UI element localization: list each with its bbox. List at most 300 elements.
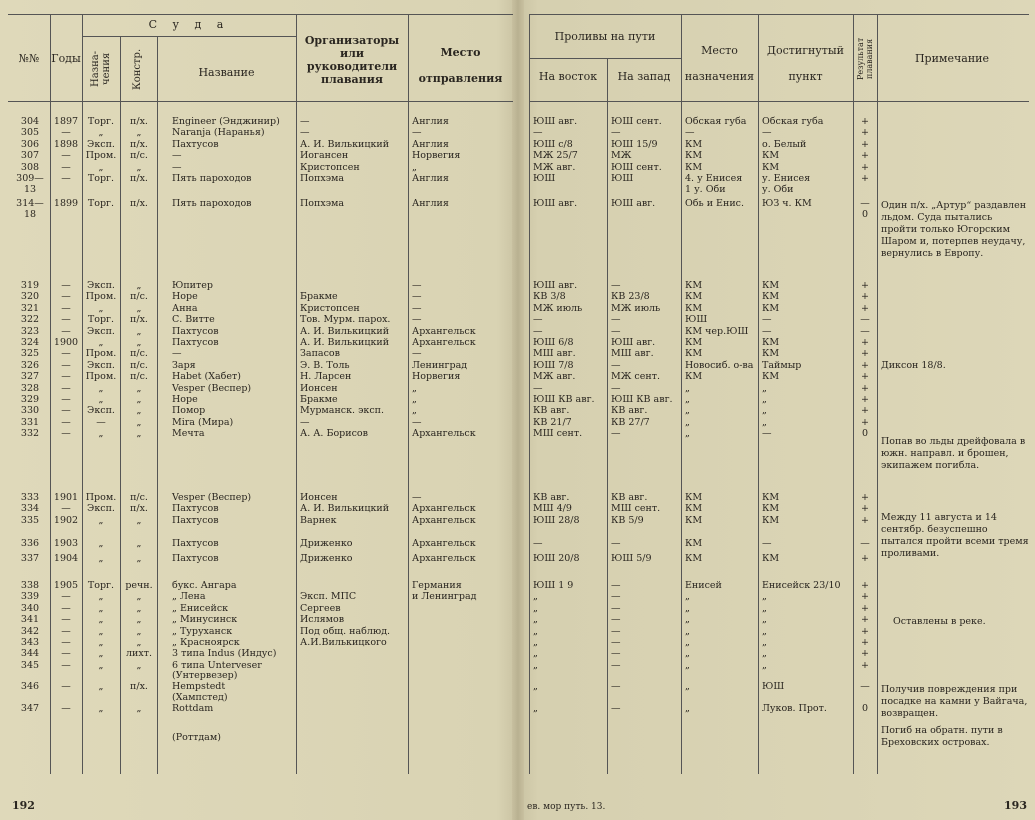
table-cell-dst: „ — [685, 625, 690, 637]
table-cell-dst: ЮШ — [685, 314, 708, 326]
table-cell-w: ЮШ КВ авг. — [611, 394, 673, 405]
table-cell-e: МШ авг. — [533, 348, 576, 360]
table-cell-n: 329 — [20, 394, 40, 405]
table-cell-e: „ — [533, 703, 538, 715]
table-cell-p: Эксп. — [87, 138, 115, 150]
table-cell-org: А. И. Вилькицкий — [300, 337, 390, 348]
table-cell-r: + — [861, 503, 869, 515]
remark-text: Попав во льды дрейфовала в южн. направл. и брошен, экипажем погибла. — [881, 436, 1026, 471]
table-cell-rch: „ — [762, 648, 767, 660]
table-cell-p: Торг. — [87, 198, 115, 209]
table-cell-r: + — [861, 648, 869, 660]
table-cell-dst: КМ — [685, 302, 703, 314]
table-cell-rch: Таймыр — [762, 359, 802, 371]
table-cell-y: — — [61, 150, 71, 162]
table-cell-n: 345 — [20, 659, 40, 671]
table-cell-r: + — [861, 359, 869, 371]
table-cell-name: — — [172, 150, 182, 162]
table-cell-w: — — [611, 614, 621, 626]
table-cell-w: — — [611, 602, 621, 614]
table-cell-dst: КМ — [685, 538, 703, 549]
table-cell-rch: — — [762, 325, 772, 337]
table-cell-p: „ — [98, 394, 104, 405]
table-row — [523, 337, 1035, 348]
table-cell-r: + — [861, 614, 869, 626]
table-cell-e: МЖ 25/7 — [533, 150, 578, 162]
table-cell-y: 1903 — [53, 538, 79, 549]
table-cell-rch: „ — [762, 382, 767, 394]
table-cell-y: — — [61, 280, 71, 291]
table-cell-k: п/х. — [130, 198, 148, 209]
table-cell-rch: КМ — [762, 348, 780, 360]
table-cell-r: + — [861, 337, 869, 348]
header-years: Годы — [51, 52, 81, 65]
table-cell-r: + — [861, 625, 869, 637]
table-cell-dst: Обская губа — [685, 116, 747, 127]
ships-group-rule — [82, 36, 296, 37]
table-cell-name: Пахтусов — [172, 138, 219, 150]
table-row — [0, 209, 515, 220]
table-cell-org: — — [300, 127, 310, 139]
table-cell-p: „ — [98, 127, 104, 139]
table-cell-e: КВ 3/8 — [533, 291, 566, 303]
table-cell-e: ЮШ авг. — [533, 198, 578, 209]
table-row — [523, 303, 1035, 314]
table-row — [0, 337, 515, 348]
table-row — [0, 348, 515, 359]
table-cell-n: 327 — [20, 371, 40, 383]
table-cell-k: речн. — [125, 580, 153, 591]
table-row — [0, 280, 515, 291]
table-cell-dep: Германия — [412, 580, 462, 591]
table-cell-org: Попхэма — [300, 173, 345, 184]
table-cell-dst: „ — [685, 659, 690, 671]
table-cell-name: „ Енисейск — [172, 602, 229, 614]
table-cell-p: Эксп. — [87, 503, 115, 515]
table-cell-k: „ — [136, 394, 142, 405]
table-cell-r: — — [860, 314, 870, 326]
table-cell-r: — — [860, 325, 870, 337]
table-cell-y: 1904 — [53, 553, 79, 564]
remark-text: Диксон 18/8. — [881, 360, 946, 371]
table-cell-p: — — [96, 416, 106, 428]
table-cell-p: Торг. — [87, 116, 115, 127]
table-cell-dep: и Ленинград — [412, 591, 477, 603]
table-row — [523, 603, 1035, 614]
table-row — [523, 150, 1035, 161]
table-cell-y: — — [61, 703, 71, 715]
table-cell-e: „ — [533, 614, 538, 626]
table-cell-name: Hempstedt — [172, 681, 226, 693]
table-cell-name: 3 типа Indus (Индус) — [172, 648, 277, 660]
table-cell-r: + — [861, 116, 869, 127]
table-cell-y: 1898 — [53, 138, 79, 150]
table-cell-rch: КМ — [762, 291, 780, 303]
table-cell-rch: КМ — [762, 514, 780, 526]
table-row — [0, 150, 515, 161]
table-cell-dep: „ — [412, 161, 417, 173]
table-cell-k: п/с. — [130, 371, 148, 383]
table-cell-e: КВ авг. — [533, 405, 570, 417]
table-row — [523, 348, 1035, 359]
table-cell-dep: „ — [412, 382, 417, 394]
table-cell-rch: у. Енисея — [762, 173, 811, 184]
table-cell-n: 343 — [20, 637, 40, 648]
table-row — [523, 280, 1035, 291]
table-cell-rch: КМ — [762, 503, 780, 515]
table-cell-org: Попхэма — [300, 198, 345, 209]
table-cell-name: Юпитер — [172, 280, 213, 291]
table-row — [523, 291, 1035, 302]
table-cell-dst: КМ — [685, 161, 703, 173]
table-row — [0, 732, 515, 743]
table-cell-name: Vesper (Веспер) — [172, 382, 252, 394]
table-row — [0, 417, 515, 428]
header-result: Результат плавания — [856, 37, 874, 81]
table-cell-p: „ — [98, 382, 104, 394]
table-cell-dep: „ — [412, 394, 417, 405]
table-row — [523, 670, 1035, 681]
table-cell-dst: КМ — [685, 553, 703, 564]
table-cell-dep: Архангельск — [412, 337, 476, 348]
table-cell-dep: — — [412, 314, 422, 326]
table-cell-e: ЮШ 1 9 — [533, 580, 574, 591]
straits-rule — [529, 58, 681, 59]
table-cell-org: Бракме — [300, 291, 338, 303]
table-cell-dep: Архангельск — [412, 503, 476, 515]
table-cell-k: „ — [136, 659, 142, 671]
table-row — [0, 173, 515, 184]
footer-caption: ев. мор путь. 13. — [527, 802, 606, 812]
table-cell-org: Дриженко — [300, 553, 353, 564]
table-cell-r: + — [861, 394, 869, 405]
table-cell-n: 330 — [20, 405, 40, 417]
table-row — [0, 116, 515, 127]
table-cell-w: МЖ — [611, 150, 632, 162]
table-cell-rch: „ — [762, 591, 767, 603]
table-cell-r: + — [861, 416, 869, 428]
table-row — [0, 637, 515, 648]
table-cell-dst: КМ — [685, 514, 703, 526]
table-cell-name: (Роттдам) — [172, 732, 221, 743]
table-cell-name: С. Витте — [172, 314, 215, 326]
table-cell-rch: Обская губа — [762, 116, 824, 127]
table-cell-dst: „ — [685, 648, 690, 660]
table-cell-name: Пахтусов — [172, 325, 219, 337]
table-cell-org: Эксп. МПС — [300, 591, 357, 603]
table-cell-rch: „ — [762, 625, 767, 637]
table-cell-p: „ — [98, 648, 104, 660]
table-cell-org: Сергеев — [300, 602, 341, 614]
table-cell-dep: Норвегия — [412, 150, 461, 162]
table-cell-w: МШ сент. — [611, 503, 661, 515]
table-cell-k: „ — [136, 280, 142, 291]
table-cell-n: 335 — [20, 514, 40, 526]
table-cell-rch: Луков. Прот. — [762, 703, 827, 715]
table-cell-rch: „ — [762, 602, 767, 614]
table-cell-dep: — — [412, 280, 422, 291]
table-cell-e: ЮШ авг. — [533, 116, 578, 127]
table-cell-p: Пром. — [85, 371, 117, 383]
table-cell-name: — — [172, 161, 182, 173]
table-row — [0, 553, 515, 564]
table-cell-y: — — [61, 161, 71, 173]
table-cell-org: Бракме — [300, 394, 338, 405]
table-cell-e: ЮШ 20/8 — [533, 553, 580, 564]
remark-text: Между 11 августа и 14 сентябр. безуспешно пытался пройти всеми тремя проливами. — [881, 512, 1029, 559]
table-cell-y: — — [61, 416, 71, 428]
table-cell-name: Пять пароходов — [172, 173, 252, 184]
table-cell-p: „ — [98, 637, 104, 648]
table-row — [523, 326, 1035, 337]
table-cell-e: — — [533, 382, 543, 394]
table-row — [523, 173, 1035, 184]
table-cell-n: 338 — [20, 580, 40, 591]
table-cell-n: 326 — [20, 359, 40, 371]
table-cell-w: КВ авг. — [611, 492, 648, 503]
table-cell-dep: Ленинград — [412, 359, 468, 371]
table-cell-w: — — [611, 648, 621, 660]
left-page — [0, 0, 515, 820]
table-cell-r: + — [861, 492, 869, 503]
table-cell-e: — — [533, 325, 543, 337]
table-cell-dst: КМ — [685, 280, 703, 291]
table-cell-w: ЮШ 5/9 — [611, 553, 652, 564]
table-cell-y: — — [61, 602, 71, 614]
table-cell-y: — — [61, 394, 71, 405]
table-cell-dep: Архангельск — [412, 325, 476, 337]
top-rule — [8, 14, 513, 15]
table-cell-r: + — [861, 659, 869, 671]
table-row — [523, 371, 1035, 382]
table-cell-dst: „ — [685, 382, 690, 394]
table-cell-n: 346 — [20, 681, 40, 693]
table-cell-k: лихт. — [126, 648, 152, 660]
table-cell-org: Под общ. наблюд. — [300, 625, 391, 637]
table-row — [0, 692, 515, 703]
table-cell-org: А. И. Вилькицкий — [300, 325, 390, 337]
table-cell-k: п/х. — [130, 173, 148, 184]
table-row — [523, 127, 1035, 138]
table-cell-n: 332 — [20, 428, 40, 440]
table-cell-dep: — — [412, 127, 422, 139]
table-cell-rch: КМ — [762, 161, 780, 173]
table-cell-org: Н. Ларсен — [300, 371, 352, 383]
table-cell-org: Мурманск. эксп. — [300, 405, 385, 417]
table-cell-n: 322 — [20, 314, 40, 326]
header-west: На запад — [617, 70, 671, 83]
header-east: На восток — [538, 70, 598, 83]
table-cell-p: „ — [98, 703, 104, 715]
table-cell-e: ЮШ 7/8 — [533, 359, 574, 371]
table-cell-w: — — [611, 625, 621, 637]
table-cell-dst: КМ — [685, 371, 703, 383]
table-cell-dst: Новосиб. о-ва — [685, 359, 754, 371]
table-cell-dst: 1 у. Оби — [685, 184, 726, 196]
table-cell-n: 333 — [20, 492, 40, 503]
table-cell-org: А.И.Вилькицкого — [300, 637, 387, 648]
table-cell-p: Пром. — [85, 291, 117, 303]
table-cell-n: 340 — [20, 602, 40, 614]
table-cell-n: 13 — [23, 184, 37, 196]
table-cell-p: „ — [98, 514, 104, 526]
table-cell-dst: КМ — [685, 291, 703, 303]
table-cell-rch: о. Белый — [762, 138, 807, 150]
table-cell-rch: „ — [762, 614, 767, 626]
table-cell-dst: КМ — [685, 348, 703, 360]
table-cell-rch: — — [762, 428, 772, 440]
table-cell-dep: — — [412, 416, 422, 428]
table-cell-dst: — — [685, 127, 695, 139]
table-cell-n: 323 — [20, 325, 40, 337]
table-cell-org: Дриженко — [300, 538, 353, 549]
table-cell-rch: КМ — [762, 280, 780, 291]
table-cell-rch: КМ — [762, 337, 780, 348]
table-cell-w: — — [611, 359, 621, 371]
table-cell-w: ЮШ авг. — [611, 198, 656, 209]
table-cell-dep: Архангельск — [412, 514, 476, 526]
table-cell-p: „ — [98, 591, 104, 603]
table-cell-y: — — [61, 681, 71, 693]
remark-text: Погиб на обратн. пути в Бреховских островах. — [881, 725, 1003, 748]
table-cell-dst: „ — [685, 416, 690, 428]
table-cell-w: КВ авг. — [611, 405, 648, 417]
table-cell-y: — — [61, 428, 71, 440]
table-row — [0, 383, 515, 394]
table-cell-y: — — [61, 648, 71, 660]
left-page-number: 192 — [12, 799, 35, 812]
header-straits: Проливы на пути — [554, 30, 656, 43]
table-row — [523, 394, 1035, 405]
table-cell-y: 1901 — [53, 492, 79, 503]
table-cell-e: „ — [533, 591, 538, 603]
table-cell-rch: Енисейск 23/10 — [762, 580, 841, 591]
table-cell-dst: Обь и Енис. — [685, 198, 744, 209]
table-cell-rch: — — [762, 538, 772, 549]
table-cell-n: 347 — [20, 703, 40, 715]
table-row — [0, 139, 515, 150]
table-cell-r: + — [861, 637, 869, 648]
table-cell-name: Пахтусов — [172, 538, 219, 549]
table-row — [523, 314, 1035, 325]
table-cell-r: + — [861, 161, 869, 173]
table-cell-name: Заря — [172, 359, 196, 371]
table-cell-name: — — [172, 348, 182, 360]
table-cell-r: + — [861, 580, 869, 591]
table-cell-w: — — [611, 127, 621, 139]
table-cell-y: — — [61, 348, 71, 360]
table-cell-n: 344 — [20, 648, 40, 660]
table-cell-n: 328 — [20, 382, 40, 394]
table-cell-y: — — [61, 325, 71, 337]
header-construction: Констр. — [132, 48, 143, 90]
table-cell-n: 307 — [20, 150, 40, 162]
table-cell-k: „ — [136, 127, 142, 139]
table-cell-e: МШ сент. — [533, 428, 583, 440]
table-cell-p: „ — [98, 337, 104, 348]
table-row — [0, 360, 515, 371]
table-cell-rch: КМ — [762, 302, 780, 314]
table-cell-rch: „ — [762, 405, 767, 417]
table-cell-k: „ — [136, 614, 142, 626]
table-cell-org: Ионсен — [300, 382, 338, 394]
table-cell-dst: „ — [685, 681, 690, 693]
table-cell-k: „ — [136, 428, 142, 440]
table-cell-e: „ — [533, 602, 538, 614]
table-cell-rch: КМ — [762, 553, 780, 564]
table-row — [0, 681, 515, 692]
table-cell-n: 308 — [20, 161, 40, 173]
table-cell-r: + — [861, 280, 869, 291]
header-ships: С у д а — [148, 18, 230, 31]
table-cell-w: КВ 23/8 — [611, 291, 650, 303]
table-cell-n: 337 — [20, 553, 40, 564]
table-cell-r: + — [861, 127, 869, 139]
table-cell-w: — — [611, 703, 621, 715]
table-cell-rch: КМ — [762, 492, 780, 503]
table-cell-y: — — [61, 382, 71, 394]
table-cell-e: — — [533, 314, 543, 326]
table-cell-k: „ — [136, 325, 142, 337]
table-cell-dst: КМ — [685, 138, 703, 150]
table-cell-k: п/с. — [130, 492, 148, 503]
table-cell-org: Варнек — [300, 514, 337, 526]
table-cell-rch: — — [762, 314, 772, 326]
table-cell-k: п/с. — [130, 348, 148, 360]
table-cell-e: КВ 21/7 — [533, 416, 572, 428]
table-cell-name: Пахтусов — [172, 514, 219, 526]
table-row — [0, 127, 515, 138]
table-cell-name: (Хампстед) — [172, 692, 228, 703]
table-cell-w: МШ авг. — [611, 348, 654, 360]
table-cell-dep: — — [412, 302, 422, 314]
table-cell-p: Эксп. — [87, 325, 115, 337]
table-cell-p: Эксп. — [87, 280, 115, 291]
table-cell-y: — — [61, 127, 71, 139]
header-reached: Достигнутый пункт — [767, 44, 844, 83]
table-cell-e: „ — [533, 625, 538, 637]
table-cell-rch: у. Оби — [762, 184, 794, 196]
table-cell-e: МЖ авг. — [533, 371, 576, 383]
table-cell-r: + — [861, 173, 869, 184]
table-cell-y: 1902 — [53, 514, 79, 526]
table-cell-y: — — [61, 625, 71, 637]
table-cell-e: МЖ июль — [533, 302, 583, 314]
table-cell-y: — — [61, 405, 71, 417]
table-cell-y: 1900 — [53, 337, 79, 348]
table-cell-k: п/х. — [130, 681, 148, 693]
table-cell-dst: Енисей — [685, 580, 722, 591]
table-cell-dep: — — [412, 492, 422, 503]
table-cell-e: ЮШ 6/8 — [533, 337, 574, 348]
header-organizers: Организаторы или руководители плавания — [304, 34, 400, 86]
table-cell-dst: „ — [685, 602, 690, 614]
table-cell-e: ЮШ КВ авг. — [533, 394, 595, 405]
table-cell-e: ЮШ 28/8 — [533, 514, 580, 526]
table-cell-p: Торг. — [87, 580, 115, 591]
table-cell-k: „ — [136, 405, 142, 417]
table-cell-dep: Архангельск — [412, 553, 476, 564]
table-cell-p: Пром. — [85, 150, 117, 162]
table-cell-w: — — [611, 280, 621, 291]
remark-text: Один п/х. „Артур“ раздавлен льдом. Суда пытались пройти только Югорским Шаром и, потерпев неудачу, вернулись в Европу. — [881, 200, 1027, 259]
table-cell-k: п/с. — [130, 359, 148, 371]
table-cell-rch: „ — [762, 416, 767, 428]
table-cell-y: — — [61, 503, 71, 515]
table-cell-p: „ — [98, 602, 104, 614]
header-rule — [8, 101, 513, 102]
table-cell-p: „ — [98, 161, 104, 173]
